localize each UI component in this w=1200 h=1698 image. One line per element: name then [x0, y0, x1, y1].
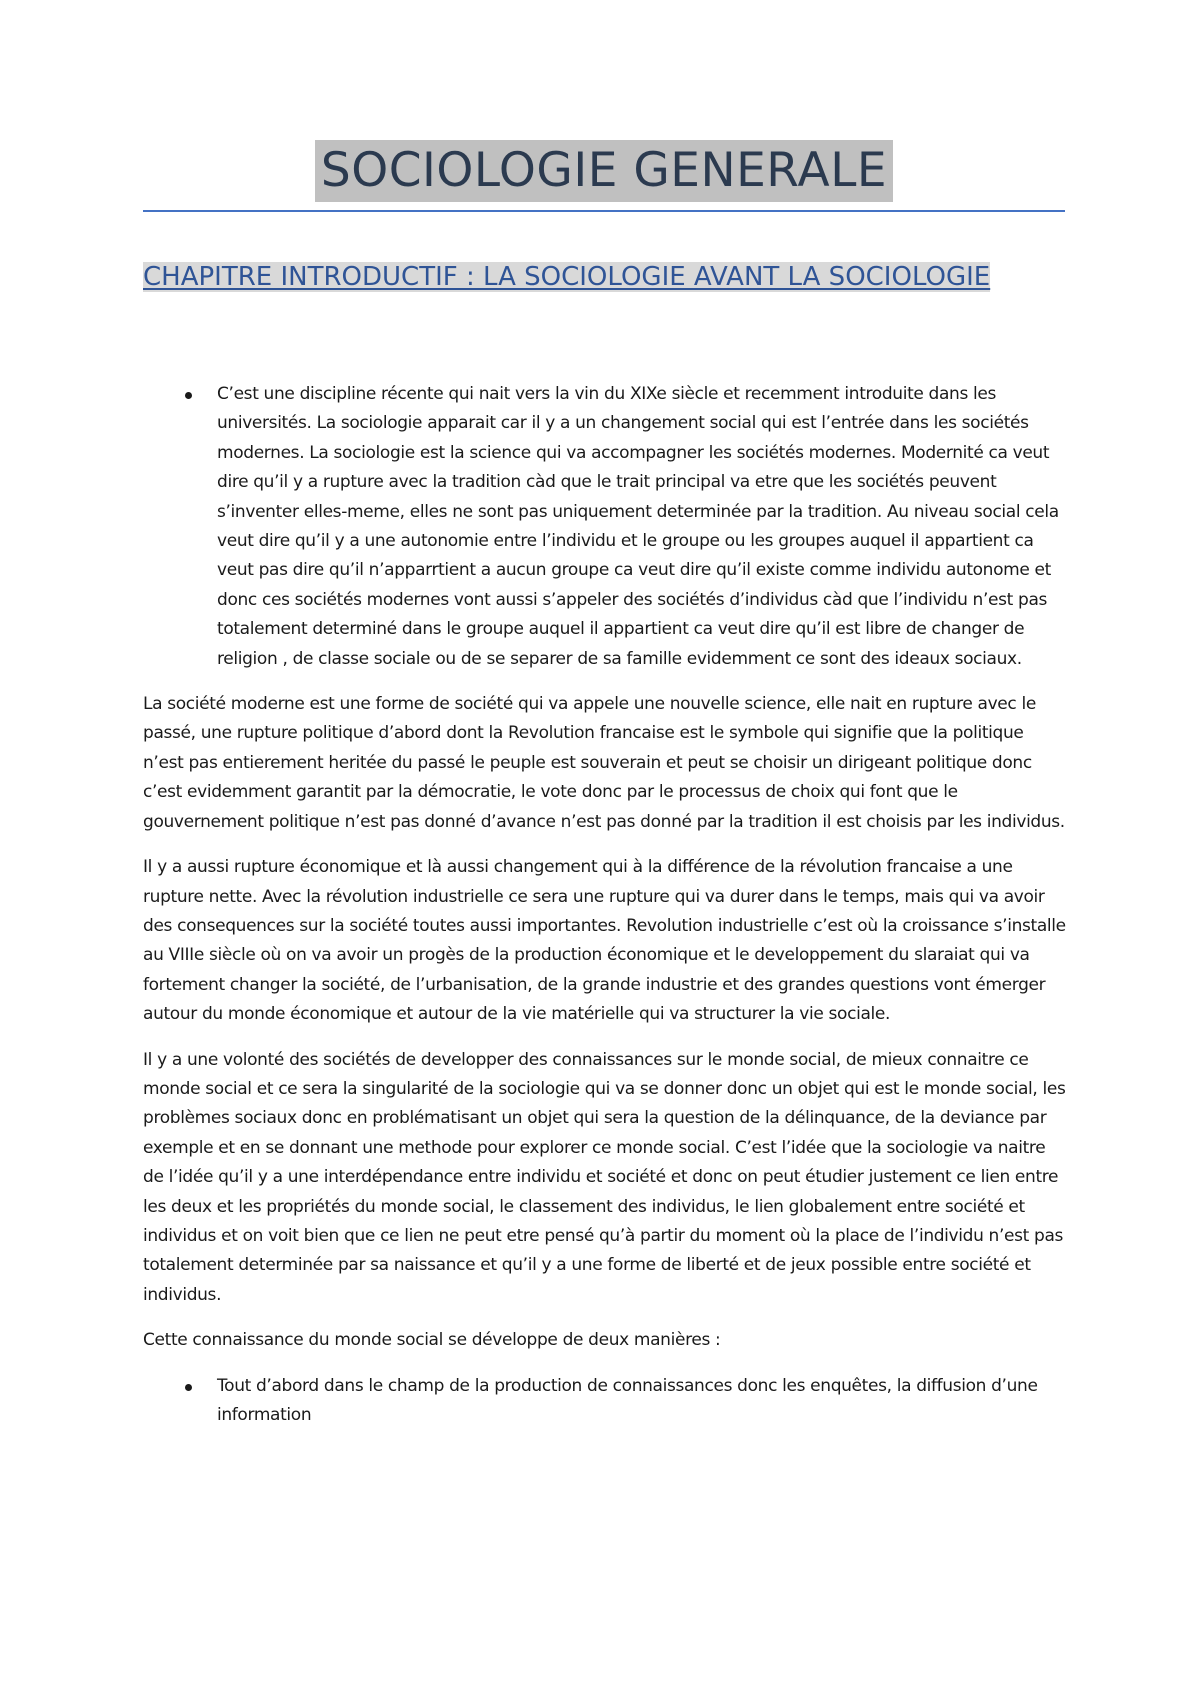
- bullet-text-1: C’est une discipline récente qui nait vers la vin du XIXe siècle et recemment introduite dans les universités. La sociologie apparait car il y a un changement social qui est l’entrée dans les sociétés modernes. La sociologie est la science qui va accompagner les sociétés modernes. Modernité ca veut dire qu’il y a rupture avec la tradition càd que le trait principal va etre que les sociétés peuvent s’inventer elles-meme, elles ne sont pas uniquement determinée par la tradition. Au niveau social cela veut dire qu’il y a une autonomie entre l’individu et le groupe ou les groupes auquel il appartient ca veut pas dire qu’il n’apparrtient a aucun groupe ca veut dire qu’il existe comme individu autonome et donc ces sociétés modernes vont aussi s’appeler des sociétés d’individus càd que l’individu n’est pas totalement determiné dans le groupe auquel il appartient ca veut dire qu’il est libre de changer de religion , de classe sociale ou de se separer de sa famille evidemment ce sont des ideaux sociaux.: [217, 384, 1059, 669]
- chapter-heading: [143, 258, 1003, 296]
- document-title: SOCIOLOGIE GENERALE: [315, 140, 893, 202]
- document-body: [143, 380, 1068, 1446]
- bullet-item-2: [143, 1372, 1068, 1431]
- paragraph-4: Cette connaissance du monde social se développe de deux manières :: [143, 1330, 721, 1351]
- paragraph-1: La société moderne est une forme de société qui va appele une nouvelle science, elle nait en rupture avec le passé, une rupture politique d’abord dont la Revolution francaise est le symbole qui signifie que la politique n’est pas entierement heritée du passé le peuple est souverain et peut se choisir un dirigeant politique donc c’est evidemment garantit par la démocratie, le vote donc par le processus de choix qui font que le gouvernement politique n’est pas donné d’avance n’est pas donné par la tradition il est choisis par les individus.: [143, 694, 1065, 832]
- bullet-item-1: [143, 380, 1068, 674]
- title-container: [143, 140, 1065, 202]
- paragraph-3: Il y a une volonté des sociétés de developper des connaissances sur le monde social, de mieux connaitre ce monde social et ce sera la singularité de la sociologie qui va se donner donc un objet qui est le monde social, les problèmes sociaux donc en problématisant un objet qui sera la question de la délinquance, de la deviance par exemple et en se donnant une methode pour explorer ce monde social. C’est l’idée que la sociologie va naitre de l’idée qu’il y a une interdépendance entre individu et société et donc on peut étudier justement ce lien entre les deux et les propriétés du monde social, le classement des individus, le lien globalement entre société et individus et on voit bien que ce lien ne peut etre pensé qu’à partir du moment où la place de l’individu n’est pas totalement determinée par sa naissance et qu’il y a une forme de liberté et de jeux possible entre société et individus.: [143, 1049, 1066, 1305]
- paragraph-2: Il y a aussi rupture économique et là aussi changement qui à la différence de la révolution francaise a une rupture nette. Avec la révolution industrielle ce sera une rupture qui va durer dans le temps, mais qui va avoir des consequences sur la société toutes aussi importantes. Revolution industrielle c’est où la croissance s’installe au VIIIe siècle où on va avoir un progès de la production économique et le developpement du slaraiat qui va fortement changer la société, de l’urbanisation, de la grande industrie et des grandes questions vont émerger autour du monde économique et autour de la vie matérielle qui va structurer la vie sociale.: [143, 857, 1066, 1025]
- chapter-heading-text: CHAPITRE INTRODUCTIF : LA SOCIOLOGIE AVANT LA SOCIOLOGIE: [143, 262, 991, 292]
- bullet-text-2: Tout d’abord dans le champ de la production de connaissances donc les enquêtes, la diffusion d’une information: [217, 1375, 1038, 1425]
- bullet-icon: [185, 1384, 192, 1391]
- bullet-icon: [185, 392, 192, 399]
- title-underline-rule: [143, 210, 1065, 212]
